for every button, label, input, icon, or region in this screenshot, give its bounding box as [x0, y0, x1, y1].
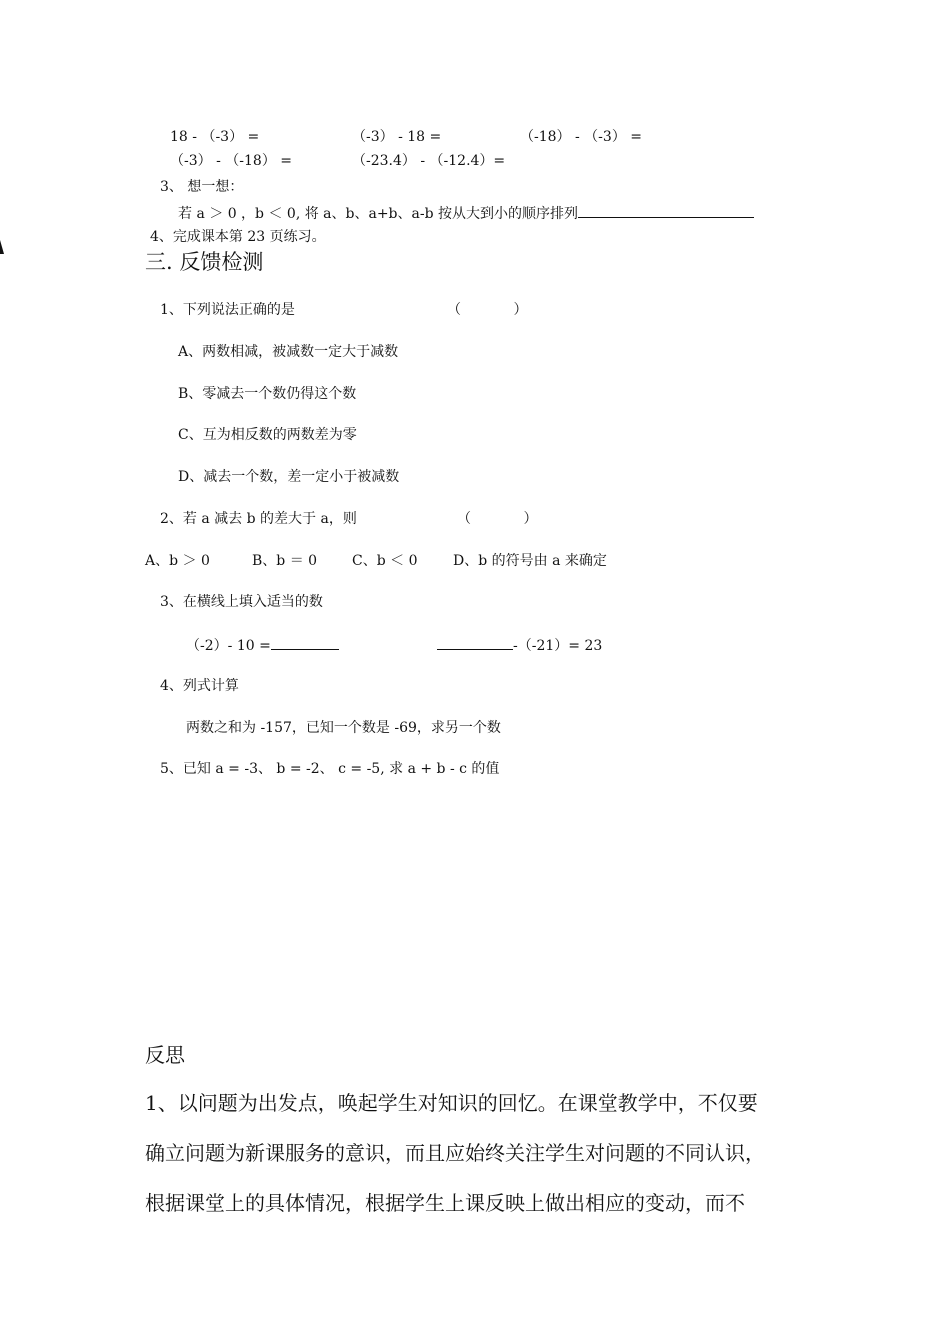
q2-stem: 2、若 a 减去 b 的差大于 a，则: [160, 511, 357, 527]
textbook-task: 4、完成课本第 23 页练习。: [150, 229, 326, 245]
q4-text: 两数之和为 -157，已知一个数是 -69，求另一个数: [186, 720, 501, 736]
reflection-line-3: 根据课堂上的具体情况，根据学生上课反映上做出相应的变动，而不: [145, 1191, 745, 1215]
q3-right: [437, 635, 602, 655]
q2-option-b: B、b ＝ 0: [252, 553, 318, 569]
q1-option-c: C、互为相反数的两数差为零: [178, 427, 357, 443]
q1-stem: 1、下列说法正确的是: [160, 302, 295, 318]
q2-bracket: （ ）: [457, 511, 538, 527]
calc-2-2: （-23.4） - （-12.4）=: [352, 153, 506, 169]
q5-stem: 5、已知 a = -3、 b = -2、 c = -5, 求 a + b - c 的值: [160, 761, 500, 777]
think-label: 3、 想一想：: [160, 179, 244, 195]
calc-1-2: （-3） - 18 =: [352, 129, 442, 145]
q4-stem: 4、列式计算: [160, 678, 239, 694]
q3-right-blank: [437, 635, 513, 650]
q1-option-b: B、零减去一个数仍得这个数: [178, 386, 357, 402]
order-question: [178, 203, 754, 223]
calc-2-1: （-3） - （-18） =: [170, 153, 292, 169]
section-heading: 三. 反馈检测: [145, 250, 264, 274]
reflection-line-2: 确立问题为新课服务的意识，而且应始终关注学生对问题的不同认识，: [145, 1141, 765, 1165]
q2-option-d: D、b 的符号由 a 来确定: [453, 553, 607, 569]
reflection-title: 反思: [145, 1043, 185, 1067]
q3-left: [186, 635, 339, 655]
q2-option-c: C、b ＜ 0: [352, 553, 418, 569]
reflection-line-1: 1、以问题为出发点，唤起学生对知识的回忆。在课堂教学中，不仅要: [145, 1091, 758, 1115]
answer-blank: [578, 203, 754, 218]
calc-1-3: （-18） - （-3） =: [520, 129, 642, 145]
q3-stem: 3、在横线上填入适当的数: [160, 594, 323, 610]
q1-option-a: A、两数相减，被减数一定大于减数: [178, 344, 399, 360]
q1-bracket: （ ）: [447, 302, 528, 318]
q2-option-a: A、b ＞ 0: [145, 553, 210, 569]
order-question-text: 若 a ＞ 0 ，b ＜ 0, 将 a、b、a+b、a-b 按从大到小的顺序排列: [178, 206, 579, 222]
edge-mark: [0, 240, 4, 254]
q3-right-expr: -（-21）= 23: [513, 638, 603, 654]
q3-left-blank: [271, 635, 339, 650]
q1-option-d: D、减去一个数，差一定小于被减数: [178, 469, 400, 485]
q3-left-expr: （-2）- 10 =: [186, 638, 271, 654]
calc-1-1: 18 - （-3） =: [170, 129, 260, 145]
